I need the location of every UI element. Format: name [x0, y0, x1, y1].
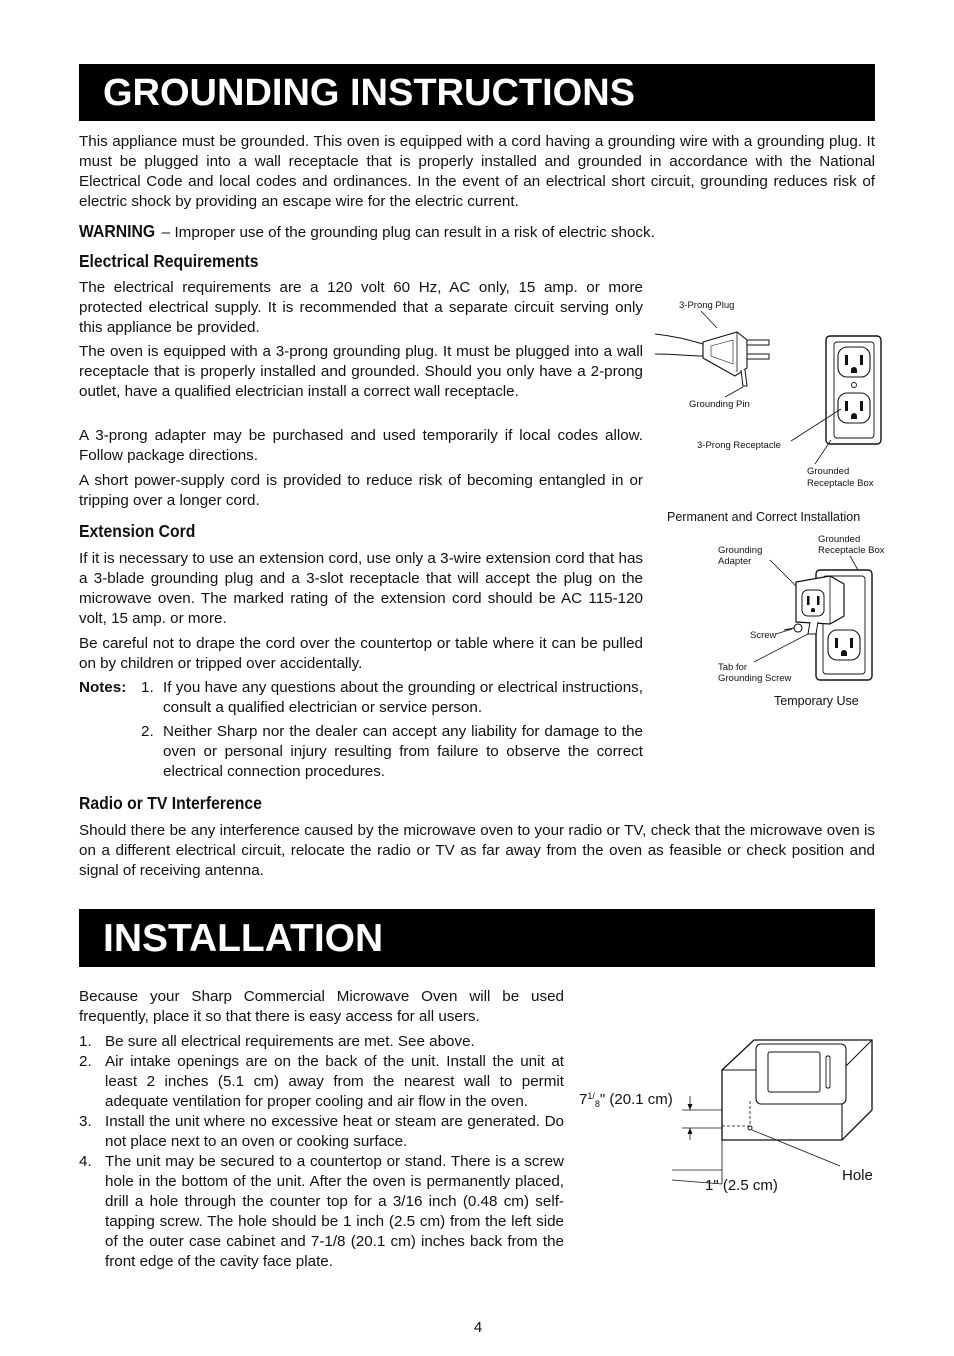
- electrical-paragraph-1: The electrical requirements are a 120 volt 60 Hz, AC only, 15 amp. or more protected electrical supply. It is recommended that a separate circuit serving only this appliance be provided.: [79, 279, 643, 336]
- caption-temporary-use: Temporary Use: [774, 694, 859, 708]
- note-number: 1.: [141, 679, 154, 696]
- electrical-requirements-heading: Electrical Requirements: [79, 251, 259, 271]
- label-adapter-box-line2: Receptacle Box: [818, 545, 885, 556]
- warning-line: [79, 220, 655, 244]
- extension-cord-heading: Extension Cord: [79, 521, 196, 541]
- dimension-depth: [579, 1091, 673, 1109]
- grounding-intro: This appliance must be grounded. This oven is equipped with a cord having a grounding wire with a grounding plug. It must be plugged into a wall receptacle that is properly installed and grounded in accordance with the National Electrical Code and local codes and ordinances. In the event of an electrical short circuit, grounding reduces risk of electric shock by providing an escape wire for the electric current.: [79, 133, 875, 210]
- electrical-paragraph-4: A short power-supply cord is provided to reduce risk of becoming entangled in or tripping over a longer cord.: [79, 472, 643, 509]
- extension-paragraph-2: Be careful not to drape the cord over the countertop or table where it can be pulled on by children or tripped over accidentally.: [79, 635, 643, 672]
- depth-rest: " (20.1 cm): [599, 1091, 673, 1108]
- note-number: 2.: [141, 723, 154, 740]
- page-number: 4: [473, 1319, 483, 1336]
- list-text: Install the unit where no excessive heat or steam are generated. Do not place next to an oven or cooking surface.: [105, 1113, 564, 1150]
- label-tab-line2: Grounding Screw: [718, 673, 792, 684]
- installation-title-banner: INSTALLATION: [79, 909, 875, 967]
- plug-receptacle-figure: [655, 290, 895, 530]
- fraction-slash: /: [592, 1091, 595, 1101]
- label-tab-line1: Tab for: [718, 662, 748, 673]
- note-text: Neither Sharp nor the dealer can accept any liability for damage to the oven or personal injury resulting from failure to observe the correct electrical connection procedures.: [163, 723, 643, 780]
- extension-paragraph-1: If it is necessary to use an extension cord, use only a 3-wire extension cord that has a 3-blade grounding plug and a 3-slot receptacle that will accept the plug on the microwave oven. The marked rating of the extension cord should be AC 115-120 volt, 15 amp. or more.: [79, 550, 643, 627]
- list-number: 3.: [79, 1113, 92, 1130]
- label-3-prong-plug: 3-Prong Plug: [679, 300, 735, 311]
- label-hole: Hole: [842, 1167, 873, 1184]
- label-adapter-line2: Adapter: [718, 556, 752, 567]
- list-number: 4.: [79, 1153, 92, 1170]
- label-grounded-box-line1: Grounded: [807, 466, 850, 477]
- warning-text: – Improper use of the grounding plug can result in a risk of electric shock.: [157, 224, 655, 241]
- label-screw: Screw: [750, 630, 777, 641]
- label-adapter-box-line1: Grounded: [818, 534, 861, 545]
- depth-denominator: 8: [594, 1099, 600, 1109]
- caption-permanent-installation: Permanent and Correct Installation: [667, 510, 861, 524]
- list-number: 2.: [79, 1053, 92, 1070]
- label-adapter-line1: Grounding: [718, 545, 763, 556]
- radio-tv-heading: Radio or TV Interference: [79, 793, 262, 813]
- depth-whole: 7: [579, 1091, 588, 1108]
- list-number: 1.: [79, 1033, 92, 1050]
- radio-tv-paragraph: Should there be any interference caused by the microwave oven to your radio or TV, check that the microwave oven is on a different electrical circuit, relocate the radio or TV as far away from the oven as feasible or check position and signal of receiving antenna.: [79, 822, 875, 879]
- label-grounded-box-line2: Receptacle Box: [807, 478, 874, 489]
- electrical-paragraph-3: A 3-prong adapter may be purchased and used temporarily if local codes allow. Follow package directions.: [79, 427, 643, 464]
- depth-numerator: 1: [587, 1091, 593, 1101]
- dimension-side: 1" (2.5 cm): [705, 1177, 778, 1194]
- list-text: Be sure all electrical requirements are met. See above.: [105, 1033, 475, 1050]
- installation-intro: Because your Sharp Commercial Microwave Oven will be used frequently, place it so that there is easy access for all users.: [79, 988, 564, 1025]
- list-text: Air intake openings are on the back of the unit. Install the unit at least 2 inches (5.1 cm) away from the nearest wall to permit adequate ventilation for proper cooling and air flow in the oven.: [105, 1053, 564, 1110]
- oven-placement-figure: [572, 1030, 888, 1205]
- list-text: The unit may be secured to a countertop or stand. There is a screw hole in the bottom of the unit. After the oven is permanently placed, drill a hole through the counter top for a 3/16 inch (0.48 cm) self-tapping screw. The hole should be 1 inch (2.5 cm) from the left side of the outer case cabinet and 7-1/8 (20.1 cm) inches back from the front edge of the cavity face plate.: [105, 1153, 564, 1270]
- warning-label: WARNING: [79, 221, 156, 241]
- notes-label: Notes:: [79, 679, 127, 696]
- note-text: If you have any questions about the grounding or electrical instructions, consult a qualified electrician or service person.: [163, 679, 643, 716]
- label-grounding-pin: Grounding Pin: [689, 399, 750, 410]
- grounding-title-banner: GROUNDING INSTRUCTIONS: [79, 64, 875, 121]
- grounding-adapter-figure: [710, 530, 910, 714]
- label-3-prong-receptacle: 3-Prong Receptacle: [697, 440, 781, 451]
- electrical-paragraph-2: The oven is equipped with a 3-prong grounding plug. It must be plugged into a wall receptacle that is properly installed and grounded. Should you only have a 2-prong outlet, have a qualified electrician install a correct wall receptacle.: [79, 343, 643, 400]
